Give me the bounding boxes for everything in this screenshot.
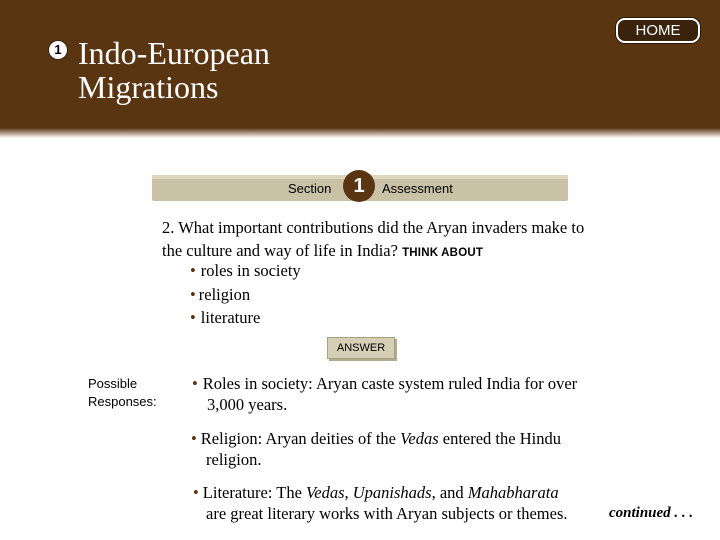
bullet-dot-icon: • [190,284,196,304]
response-literature: • Literature: The Vedas, Upanishads, and Mahabharata are great literary works with Aryan subjects or themes. [193,483,568,523]
question-text [162,216,602,265]
assessment-section-label: Section [288,181,332,196]
assessment-label: Assessment [382,181,453,196]
answer-button[interactable]: ANSWER [327,337,395,359]
home-button[interactable]: HOME [616,18,700,43]
assessment-section-number: 1 [343,170,375,202]
bullet-dot-icon: • [191,429,197,448]
response-roles: • Roles in society: Aryan caste system ruled India for over 3,000 years. [192,374,578,414]
list-item: • roles in society [190,261,301,280]
list-item: • religion [190,284,251,304]
header-shadow [0,128,720,138]
response-line: • Religion: Aryan deities of the Vedas entered the Hindu [191,429,561,448]
response-line: • Literature: The Vedas, Upanishads, and Mahabharata [193,483,559,502]
continued-label: continued . . . [609,505,694,521]
response-religion: • Religion: Aryan deities of the Vedas entered the Hindu religion. [191,429,561,469]
think-about-label: THINK ABOUT [402,247,484,259]
think-about-list [190,259,301,330]
response-line: • Roles in society: Aryan caste system ruled India for over [192,374,578,393]
title-line-2: Migrations [78,69,219,105]
bullet-dot-icon: • [190,308,196,327]
bullet-dot-icon: • [190,261,196,280]
bullet-dot-icon: • [193,483,199,502]
question-body: 2. What important contributions did the Aryan invaders make to the culture and way of life in India? [162,218,585,260]
title-line-1: Indo-European [78,35,270,71]
possible-responses-label: Possible Responses: [88,376,157,409]
list-item: • literature [190,308,261,327]
bullet-dot-icon: • [192,374,198,393]
page-title [78,36,270,104]
section-number-badge: 1 [48,40,68,60]
